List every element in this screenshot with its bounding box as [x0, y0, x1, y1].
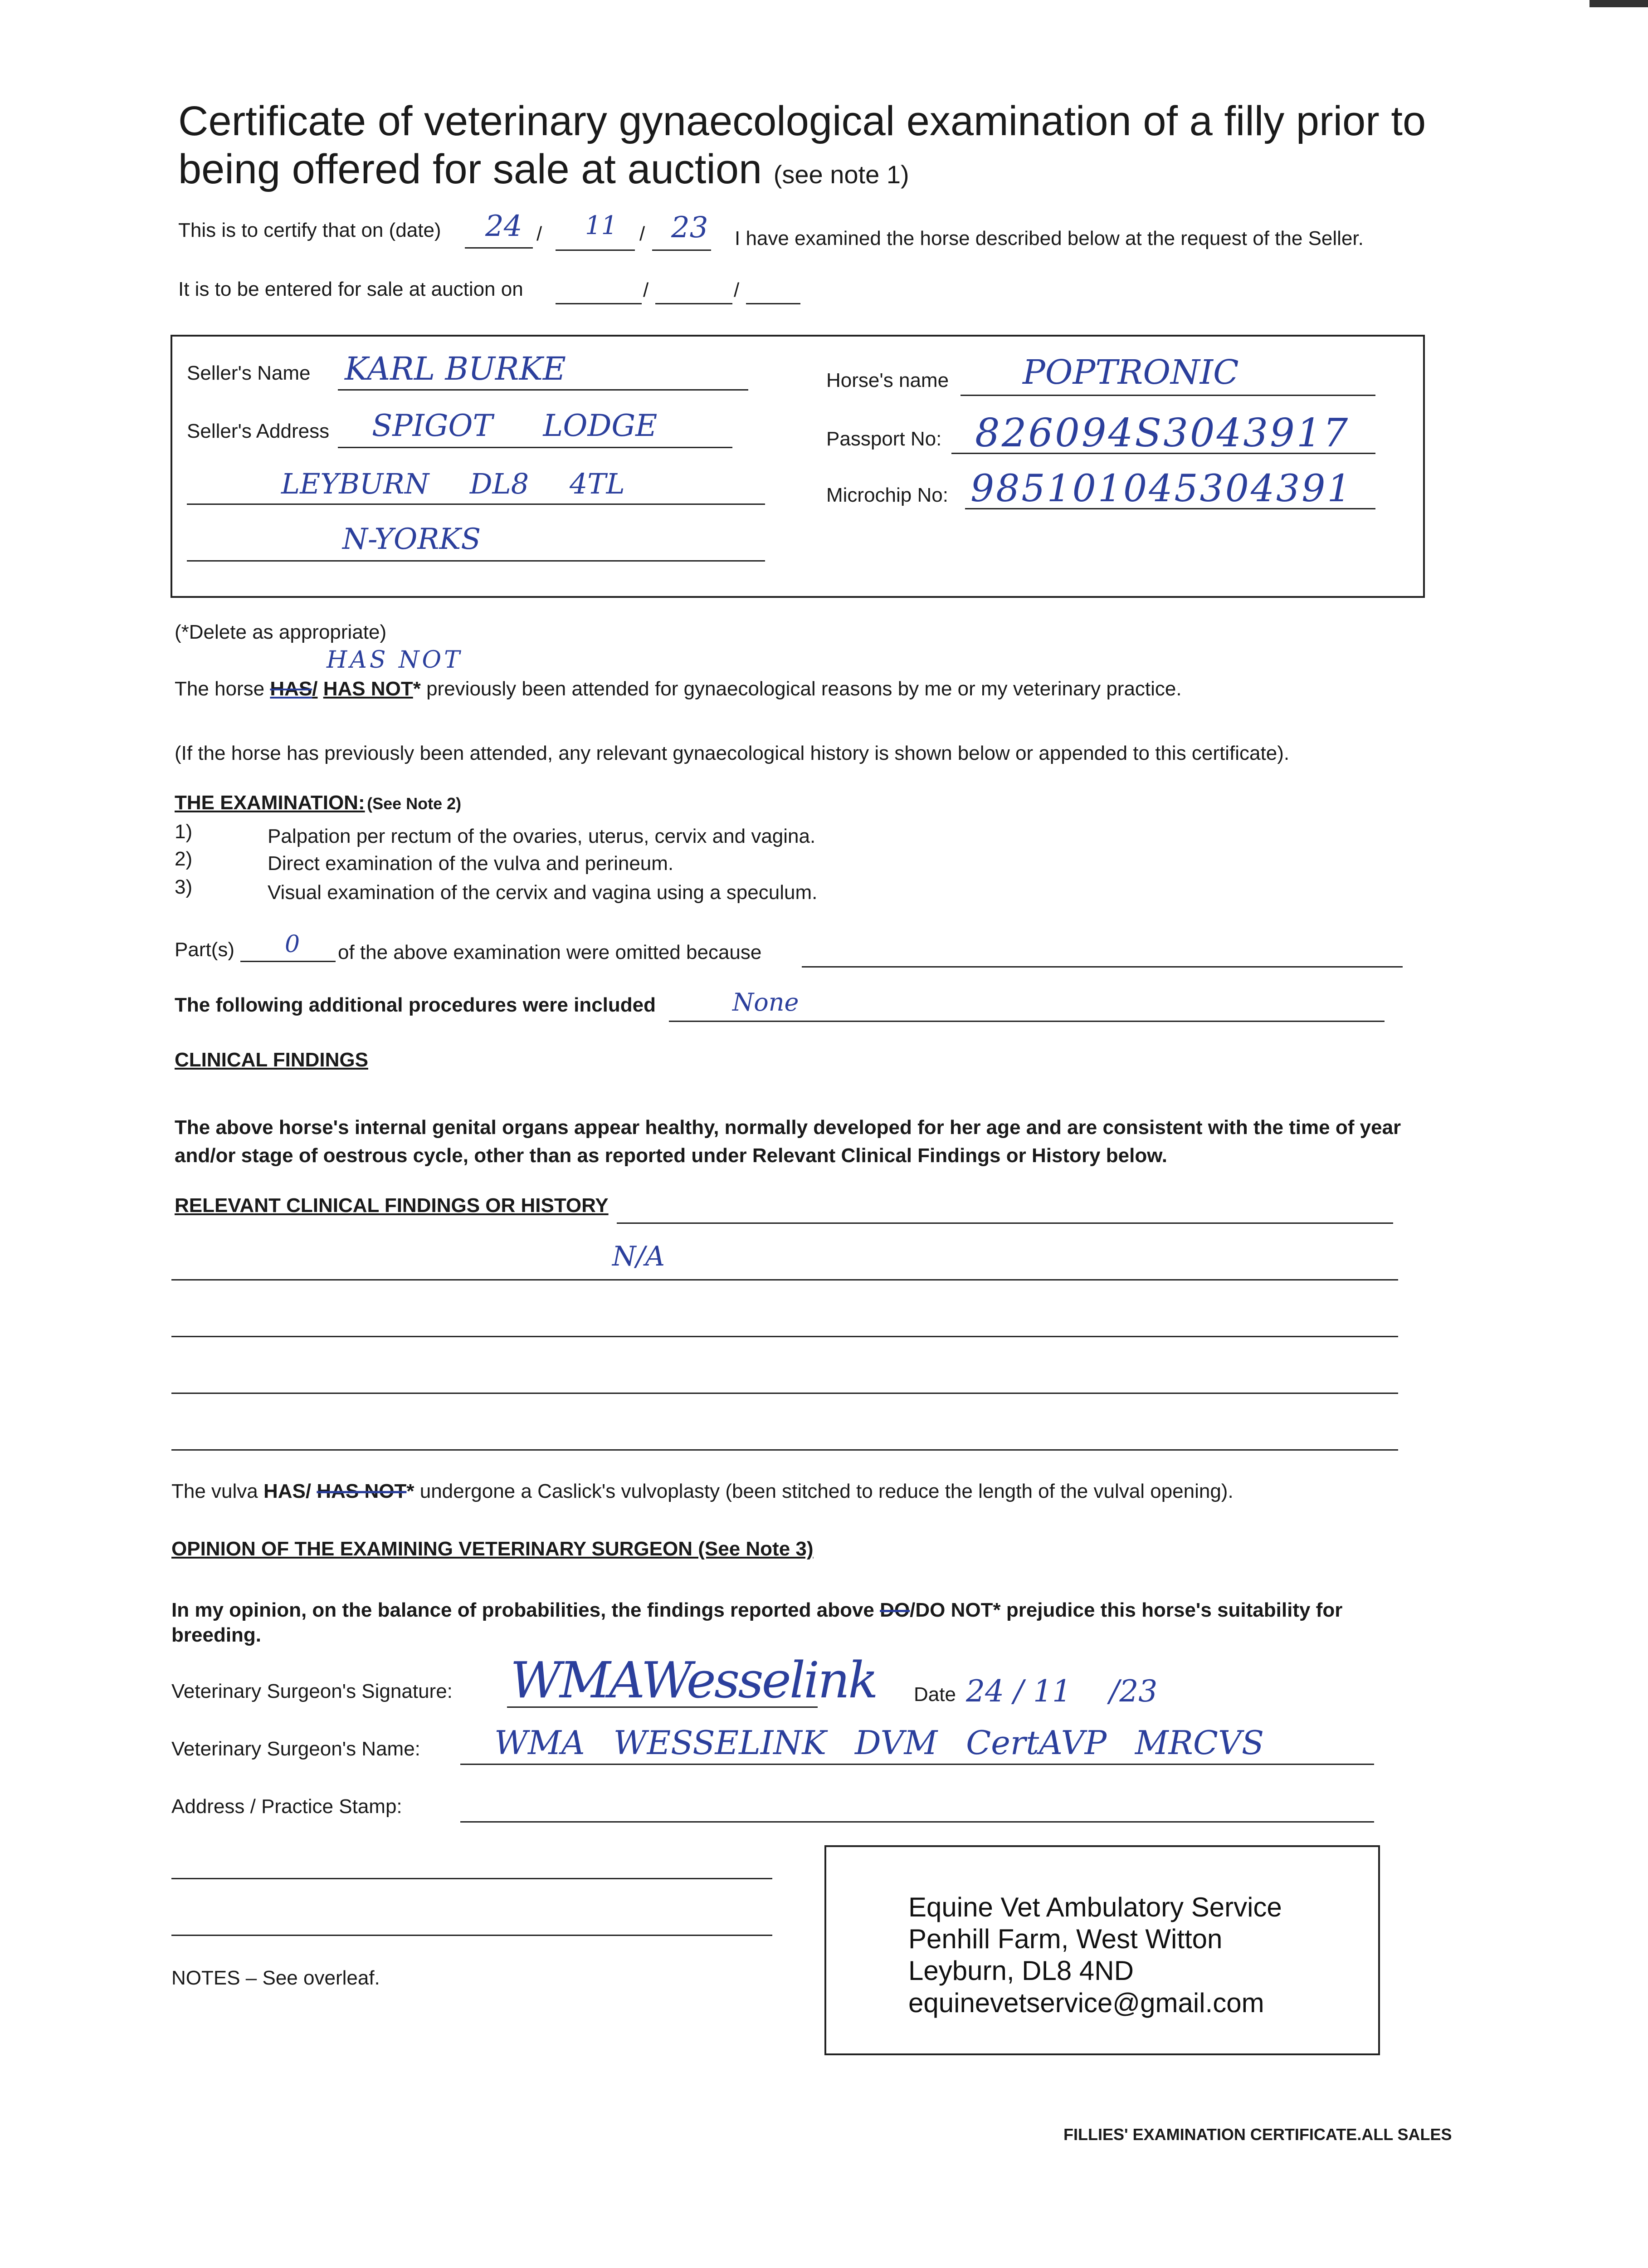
- signature-label: Veterinary Surgeon's Signature:: [171, 1680, 453, 1702]
- additional-label: The following additional procedures were included: [175, 994, 656, 1016]
- horse-name-label: Horse's name: [826, 369, 949, 391]
- parts-suffix: of the above examination were omitted because: [338, 941, 762, 963]
- attended-handwritten: HAS NOT: [327, 646, 463, 674]
- practice-address-line-2: [171, 1878, 772, 1879]
- opinion-line-1: [171, 1598, 1342, 1623]
- parts-value: 0: [285, 931, 300, 958]
- footer-text: FILLIES' EXAMINATION CERTIFICATE.ALL SALES: [1063, 2125, 1452, 2144]
- page-title: [178, 98, 1426, 194]
- date-label: Date: [914, 1683, 956, 1706]
- clinical-heading: CLINICAL FINDINGS: [175, 1049, 368, 1071]
- title-line-2: [178, 146, 1426, 194]
- seller-address-line-3: [187, 560, 765, 562]
- seller-address-value-3: N-YORKS: [342, 523, 481, 556]
- relevant-value: N/A: [612, 1241, 665, 1272]
- additional-value: None: [732, 988, 799, 1017]
- stamp-line-1: Equine Vet Ambulatory Service: [908, 1892, 1282, 1922]
- surgeon-name-value: WMA WESSELINK DVM CertAVP MRCVS: [494, 1724, 1264, 1762]
- attended-has: HAS: [270, 678, 312, 700]
- seller-name-label: Seller's Name: [187, 362, 311, 384]
- vulva-star: *: [406, 1480, 414, 1502]
- opinion-text: [171, 1598, 1342, 1647]
- attended-star: *: [413, 678, 421, 700]
- relevant-line-0: [617, 1222, 1393, 1224]
- seller-address-line-1: [338, 447, 732, 448]
- certify-month-line: [556, 249, 635, 251]
- certify-sep-1: /: [536, 223, 542, 245]
- microchip-label: Microchip No:: [826, 484, 948, 506]
- passport-value: 826094S3043917: [975, 411, 1350, 456]
- vulva-line: [171, 1480, 1234, 1504]
- relevant-line-4: [171, 1449, 1398, 1451]
- certify-prefix: This is to certify that on (date): [178, 219, 441, 241]
- exam-item-3-num: 3): [175, 876, 193, 898]
- opinion-heading: OPINION OF THE EXAMINING VETERINARY SURGEON (See Note 3): [171, 1538, 814, 1560]
- attended-prefix: The horse: [175, 678, 265, 700]
- practice-address-line-1: [460, 1821, 1374, 1823]
- examination-heading-row: [175, 792, 461, 814]
- attended-has-not: HAS NOT: [323, 678, 413, 700]
- additional-line: [669, 1021, 1385, 1022]
- horse-name-line: [961, 395, 1375, 396]
- exam-item-1-text: Palpation per rectum of the ovaries, uterus, cervix and vagina.: [268, 825, 816, 847]
- auction-day-line: [556, 303, 642, 304]
- signature-value: WMAWesselink: [510, 1651, 877, 1709]
- seller-address-label: Seller's Address: [187, 420, 330, 442]
- horse-name-value: POPTRONIC: [1023, 353, 1239, 392]
- parts-reason-line: [802, 966, 1403, 968]
- notes-text: NOTES – See overleaf.: [171, 1967, 380, 1989]
- vulva-prefix: The vulva: [171, 1480, 258, 1502]
- examination-heading: THE EXAMINATION:: [175, 792, 365, 814]
- opinion-rest: /DO NOT* prejudice this horse's suitability for: [910, 1599, 1343, 1621]
- relevant-line-2: [171, 1336, 1398, 1337]
- seller-address-value-2: LEYBURN DL8 4TL: [281, 467, 625, 500]
- clinical-text: [175, 1114, 1401, 1169]
- stamp-line-2: Penhill Farm, West Witton: [908, 1924, 1223, 1955]
- attended-slash: /: [312, 678, 318, 700]
- vulva-has-not: HAS NOT: [317, 1480, 407, 1502]
- delete-note: (*Delete as appropriate): [175, 621, 387, 643]
- history-note: (If the horse has previously been attended, any relevant gynaecological history is shown below or appended to this certificate).: [175, 742, 1290, 764]
- seller-name-line: [338, 389, 748, 391]
- title-line-2-text: being offered for sale at auction: [178, 146, 762, 192]
- relevant-line-1: [171, 1279, 1398, 1281]
- practice-address-line-3: [171, 1935, 772, 1936]
- exam-item-2-num: 2): [175, 848, 193, 870]
- clinical-text-line-2: and/or stage of oestrous cycle, other than as reported under Relevant Clinical Findings or History below.: [175, 1144, 1168, 1167]
- seller-address-line-2: [187, 503, 765, 505]
- opinion-do: DO: [880, 1599, 910, 1621]
- auction-prefix: It is to be entered for sale at auction on: [178, 278, 523, 300]
- attended-suffix: previously been attended for gynaecological reasons by me or my veterinary practice.: [426, 678, 1182, 700]
- scan-edge-mark: [1589, 0, 1648, 7]
- surgeon-name-label: Veterinary Surgeon's Name:: [171, 1738, 420, 1760]
- certify-day-line: [465, 247, 533, 249]
- surgeon-name-line: [460, 1764, 1374, 1765]
- vulva-slash: /: [305, 1480, 312, 1502]
- seller-name-value: KARL BURKE: [345, 350, 566, 387]
- title-note-ref: (see note 1): [773, 160, 909, 189]
- certify-month-value: 11: [585, 211, 618, 240]
- parts-line: [240, 961, 336, 962]
- relevant-line-3: [171, 1393, 1398, 1394]
- parts-prefix: Part(s): [175, 938, 234, 961]
- practice-address-label: Address / Practice Stamp:: [171, 1795, 402, 1818]
- exam-item-2-text: Direct examination of the vulva and perineum.: [268, 852, 674, 875]
- examination-note: (See Note 2): [367, 794, 462, 813]
- vulva-suffix: undergone a Caslick's vulvoplasty (been stitched to reduce the length of the vulval opening).: [419, 1480, 1234, 1502]
- certify-sep-2: /: [639, 223, 645, 245]
- auction-month-line: [655, 303, 732, 304]
- opinion-line-2: breeding.: [171, 1624, 262, 1646]
- passport-label: Passport No:: [826, 428, 942, 450]
- title-line-1: Certificate of veterinary gynaecological examination of a filly prior to: [178, 98, 1426, 144]
- seller-address-value-1: SPIGOT LODGE: [372, 408, 658, 443]
- stamp-line-4: equinevetservice@gmail.com: [908, 1987, 1264, 2018]
- exam-item-3-text: Visual examination of the cervix and vagina using a speculum.: [268, 881, 818, 904]
- practice-stamp-text: [908, 1892, 1282, 2019]
- certify-suffix: I have examined the horse described below at the request of the Seller.: [735, 227, 1364, 249]
- certify-year-line: [652, 249, 711, 251]
- date-value: 24 / 11 /23: [966, 1674, 1158, 1709]
- relevant-heading: RELEVANT CLINICAL FINDINGS OR HISTORY: [175, 1194, 609, 1217]
- vulva-has: HAS: [263, 1480, 306, 1502]
- auction-sep-1: /: [643, 279, 649, 301]
- certify-day-value: 24: [485, 210, 522, 243]
- auction-year-line: [746, 303, 800, 304]
- auction-sep-2: /: [734, 279, 740, 301]
- stamp-line-3: Leyburn, DL8 4ND: [908, 1955, 1134, 1986]
- opinion-prefix: In my opinion, on the balance of probabilities, the findings reported above: [171, 1599, 874, 1621]
- certify-year-value: 23: [671, 211, 708, 244]
- clinical-text-line-1: The above horse's internal genital organs appear healthy, normally developed for her age and are consistent with the time of year: [175, 1116, 1401, 1139]
- exam-item-1-num: 1): [175, 821, 193, 843]
- attended-line: [175, 677, 1182, 701]
- microchip-value: 985101045304391: [970, 467, 1353, 510]
